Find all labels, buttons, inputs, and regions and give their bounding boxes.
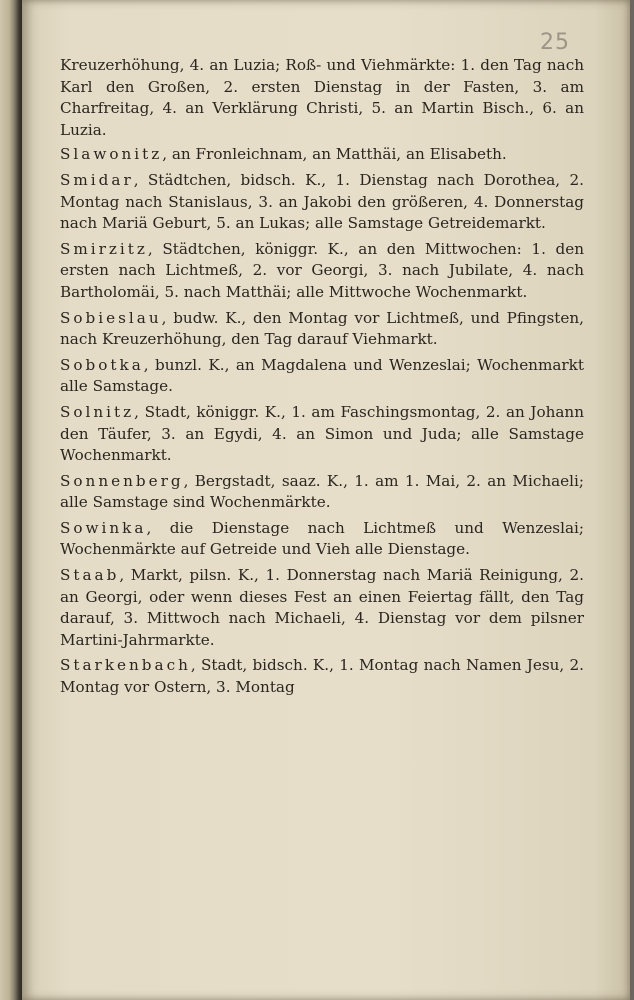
entry-body: , Städtchen, bidsch. K., 1. Dienstag nach Dorothea, 2. Montag nach Stanislaus, 3. an Jakobi den größeren, 4. Donnerstag nach Mariä Geburt, 5. an Lukas; alle Samstage Getreidemarkt. xyxy=(60,170,584,233)
entry-head: Sowinka xyxy=(60,518,147,537)
entry-head: Smidar xyxy=(60,170,134,189)
entry-sonnenberg xyxy=(60,471,584,514)
entry-head: Solnitz xyxy=(60,402,135,421)
folio-number: 25 xyxy=(540,30,570,55)
entry-body: , Markt, pilsn. K., 1. Donnerstag nach Mariä Reinigung, 2. an Georgi, oder wenn dieses Fest an einen Feiertag fällt, den Tag darauf, 3. Mittwoch nach Michaeli, 4. Dienstag vor dem pilsner Martini-Jahrmarkte. xyxy=(60,566,584,649)
entry-head: Starkenbach xyxy=(60,656,191,675)
entry-continuation xyxy=(60,55,584,141)
entry-sobieslau xyxy=(60,308,584,351)
entry-head: Smirzitz xyxy=(60,239,148,258)
entry-body: , Bergstadt, saaz. K., 1. am 1. Mai, 2. an Michaeli; alle Samstage sind Wochenmärkte. xyxy=(60,471,584,512)
entry-head: Slawonitz xyxy=(60,145,163,164)
entry-body: , Städtchen, königgr. K., an den Mittwochen: 1. den ersten nach Lichtmeß, 2. vor Georgi, 3. nach Jubilate, 4. nach Bartholomäi, 5. nach Matthäi; alle Mittwoche Wochenmarkt. xyxy=(60,239,584,301)
entry-solnitz xyxy=(60,402,584,467)
entry-body: , bunzl. K., an Magdalena und Wenzeslai; Wochenmarkt alle Samstage. xyxy=(60,355,584,396)
previous-page-edge xyxy=(0,0,22,1000)
entry-body: , an Fronleichnam, an Matthäi, an Elisabeth. xyxy=(162,145,507,164)
entry-smidar xyxy=(60,170,584,235)
entry-starkenbach xyxy=(60,655,584,698)
text-block xyxy=(60,55,584,703)
page-leaf xyxy=(22,0,630,1000)
entry-head: Sobieslau xyxy=(60,308,162,327)
entry-slawonitz xyxy=(60,144,584,166)
entry-body: , Stadt, bidsch. K., 1. Montag nach Namen Jesu, 2. Montag vor Ostern, 3. Montag xyxy=(60,656,584,697)
entry-body: Kreuzerhöhung, 4. an Luzia; Roß- und Viehmärkte: 1. den Tag nach Karl den Großen, 2. ersten Dienstag in der Fasten, 3. am Charfreitag, 4. an Verklärung Christi, 5. an Martin Bisch., 6. an Luzia. xyxy=(60,56,584,139)
entry-body: , budw. K., den Montag vor Lichtmeß, und Pfingsten, nach Kreuzerhöhung, den Tag darauf Viehmarkt. xyxy=(60,308,584,349)
entry-sobotka xyxy=(60,355,584,398)
entry-head: Staab xyxy=(60,566,120,585)
entry-head: Sonnenberg xyxy=(60,471,184,490)
entry-sowinka xyxy=(60,518,584,561)
entry-smirzitz xyxy=(60,239,584,304)
entry-body: , Stadt, königgr. K., 1. am Faschingsmontag, 2. an Johann den Täufer, 3. an Egydi, 4. an Simon und Juda; alle Samstage Wochenmarkt. xyxy=(60,402,584,465)
entry-staab xyxy=(60,565,584,651)
entry-body: , die Dienstage nach Lichtmeß und Wenzeslai; Wochenmärkte auf Getreide und Vieh alle Dienstage. xyxy=(60,518,584,559)
entry-head: Sobotka xyxy=(60,355,144,374)
